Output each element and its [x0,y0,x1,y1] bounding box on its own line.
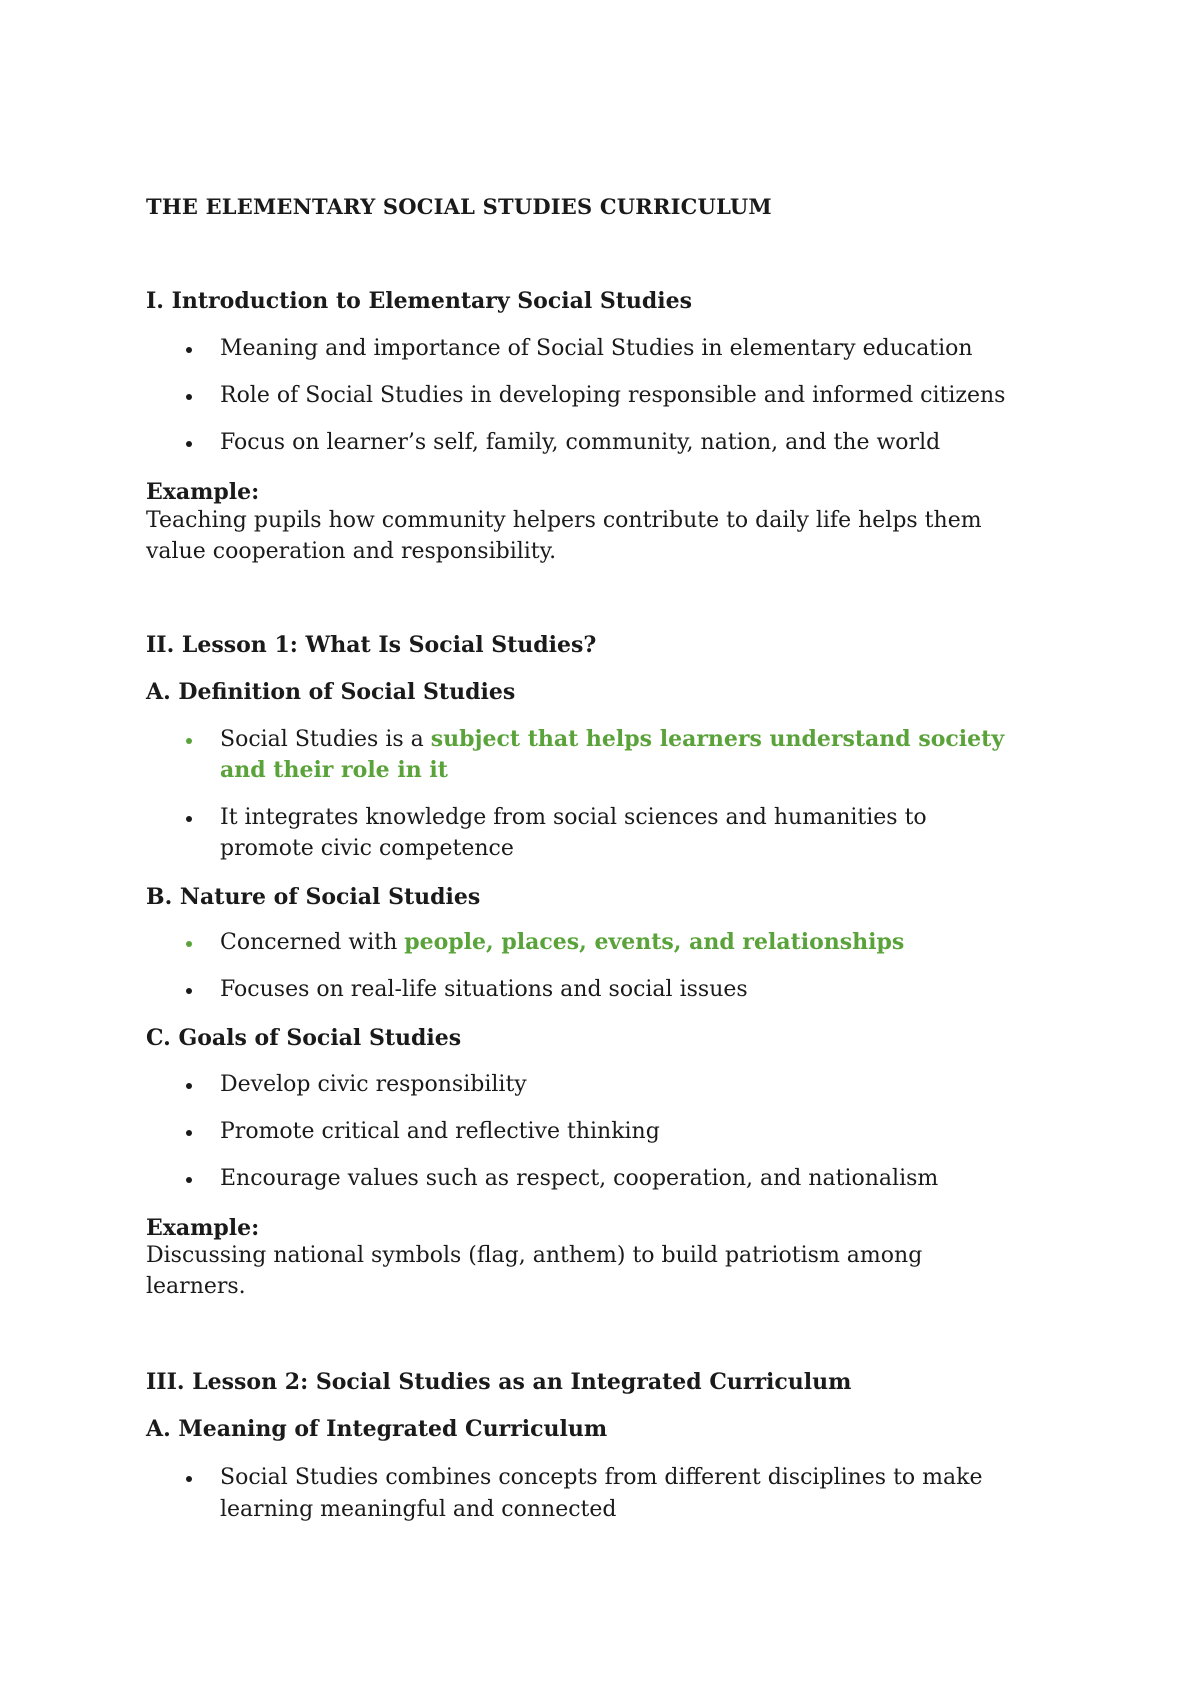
section-heading-lesson-1: II. Lesson 1: What Is Social Studies? [146,632,597,658]
list-item: Develop civic responsibility [220,1072,527,1097]
bullet-marker [186,1476,192,1482]
highlighted-text: people, places, events, and relationships [404,929,905,955]
example-text-line: learners. [146,1274,246,1299]
subsection-heading-goals: C. Goals of Social Studies [146,1025,462,1051]
example-text-line: Discussing national symbols (flag, anthem) to build patriotism among [146,1243,923,1268]
document-title: THE ELEMENTARY SOCIAL STUDIES CURRICULUM [146,194,772,219]
subsection-heading-nature: B. Nature of Social Studies [146,884,481,910]
bullet-marker [186,988,192,994]
bullet-marker [186,941,192,947]
list-item-continuation: learning meaningful and connected [220,1497,617,1522]
list-item: Encourage values such as respect, cooperation, and nationalism [220,1166,939,1191]
list-item [220,927,904,958]
list-item [220,724,1004,755]
highlighted-text: subject that helps learners understand society [430,726,1005,752]
highlighted-text: and their role in it [220,757,448,783]
list-item-continuation: promote civic competence [220,836,514,861]
subsection-heading-definition: A. Definition of Social Studies [146,679,516,705]
section-heading-introduction: I. Introduction to Elementary Social Studies [146,288,693,314]
subsection-heading-integrated-curriculum: A. Meaning of Integrated Curriculum [146,1416,608,1442]
list-item: Social Studies combines concepts from different disciplines to make [220,1465,983,1490]
list-item: Focus on learner’s self, family, community, nation, and the world [220,430,941,455]
bullet-marker [186,1130,192,1136]
example-label: Example: [146,1215,260,1241]
example-label: Example: [146,479,260,505]
bullet-marker [186,441,192,447]
section-heading-lesson-2: III. Lesson 2: Social Studies as an Integrated Curriculum [146,1369,852,1395]
bullet-marker [186,347,192,353]
bullet-marker [186,738,192,744]
list-item-text: Concerned with [220,930,405,955]
example-text-line: Teaching pupils how community helpers contribute to daily life helps them [146,508,982,533]
list-item-text: Social Studies is a [220,727,431,752]
example-text-line: value cooperation and responsibility. [146,539,557,564]
list-item: It integrates knowledge from social sciences and humanities to [220,805,927,830]
list-item: Focuses on real-life situations and social issues [220,977,748,1002]
list-item: Promote critical and reflective thinking [220,1119,660,1144]
bullet-marker [186,1083,192,1089]
bullet-marker [186,816,192,822]
list-item: Role of Social Studies in developing responsible and informed citizens [220,383,1006,408]
bullet-marker [186,1177,192,1183]
bullet-marker [186,394,192,400]
list-item: Meaning and importance of Social Studies in elementary education [220,336,973,361]
